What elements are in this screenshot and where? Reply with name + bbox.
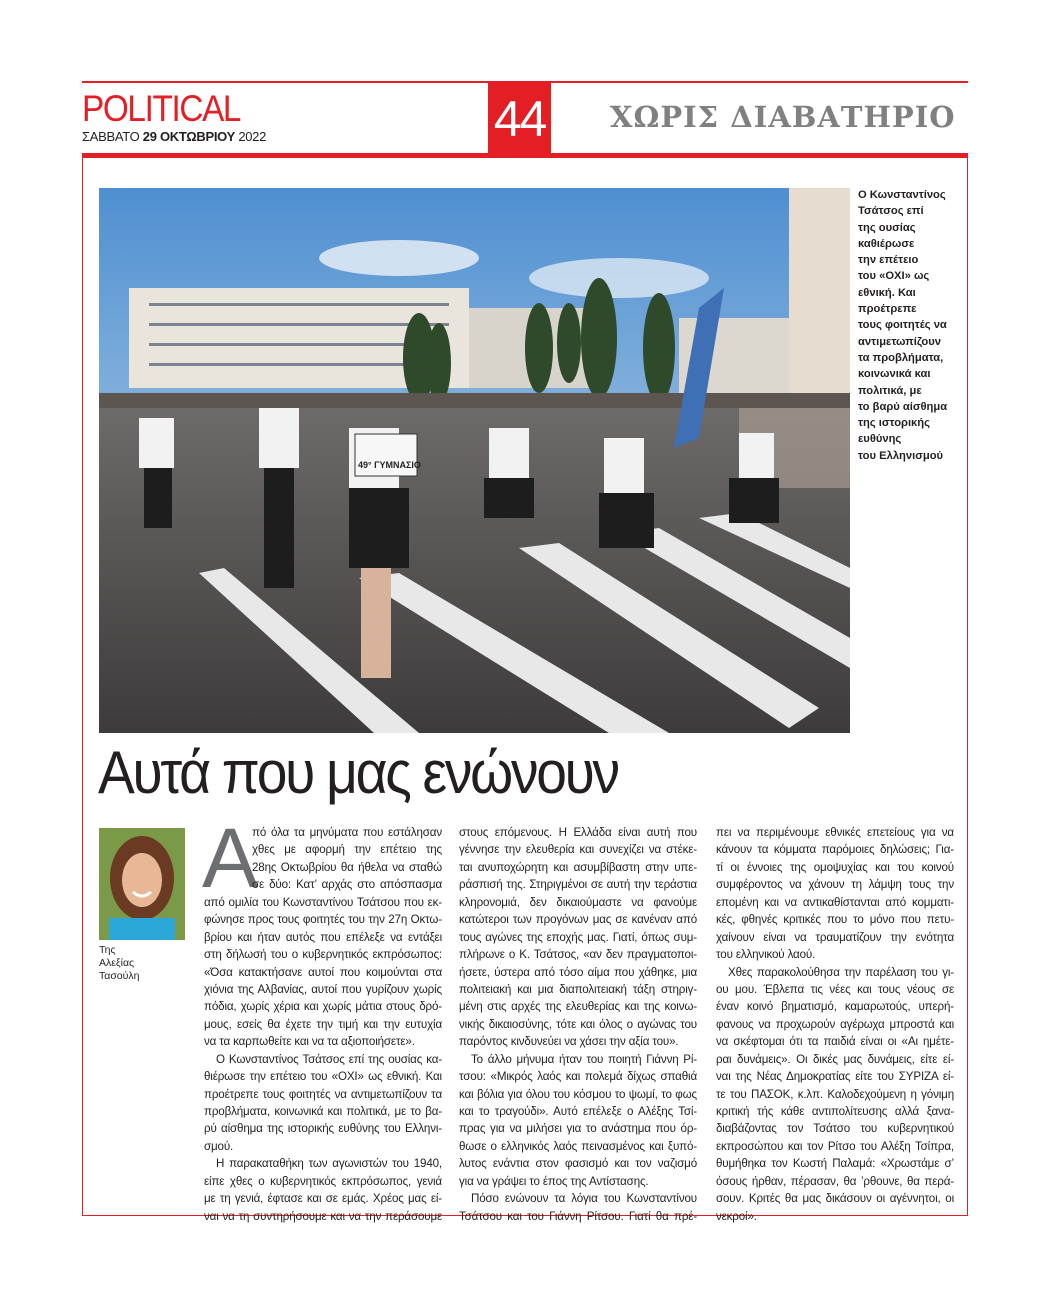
text-line: του ελληνικού λαού. <box>716 948 816 962</box>
text-line: βρίου και ήταν αυτός που επέλεξε να εντάξει <box>204 930 442 944</box>
text-line: έναν κοινό βηματισμό, καμαρωτούς, υπερή- <box>716 1000 954 1014</box>
article-paragraph <box>204 824 442 1051</box>
rubric-title: ΧΩΡΙΣ ΔΙΑΒΑΤΗΡΙΟ <box>610 100 956 134</box>
parade-photo <box>99 188 850 733</box>
text-line: γέννησε την ελευθερία και συνεχίζει να στέκε- <box>459 843 697 857</box>
headline: Αυτά που μας ενώνουν <box>98 739 618 806</box>
text-line: διαβάζοντας τον Τσάτσο του κυβερνητικού <box>716 1122 954 1136</box>
text-line: στους επόμενους. Η Ελλάδα είναι αυτή που <box>459 826 697 839</box>
text-line: είπε χθες ο κυβερνητικός εκπρόσωπος, γενιά <box>204 1174 442 1188</box>
text-line: ου μου. Έβλεπα τις νέες και τους νέους σε <box>716 982 954 996</box>
text-line: τους αγώνες της εποχής μας. Γιατί, όπως συμ- <box>459 930 697 944</box>
caption-line: την επέτειο <box>858 254 919 267</box>
text-line: 28ης Οκτωβρίου θα ήθελα να σταθώ <box>252 860 442 874</box>
author-photo <box>99 828 185 940</box>
caption-line: Τσάτσος επί <box>858 205 924 218</box>
text-line: παρόντος κινδυνεύει να χάσει την αξία του». <box>459 1035 679 1049</box>
article-paragraph <box>459 1051 697 1191</box>
school-sign-text: 49° ΓΥΜΝΑΣΙΟ <box>358 460 421 470</box>
text-line: πολιτειακή και μια διαπολιτειακή τάξη στηριγ- <box>459 982 697 996</box>
text-line: προέτρεπε τους φοιτητές να αντιμετωπίζουν τα <box>204 1087 442 1101</box>
author-name-line: Αλεξίας <box>99 957 135 969</box>
text-line: Το άλλο μήνυμα ήταν του ποιητή Γιάννη Ρί- <box>471 1052 697 1066</box>
text-line: Χθες παρακολούθησα την παρέλαση του γι- <box>728 965 954 979</box>
caption-line: Ο Κωνσταντίνος <box>858 189 946 201</box>
text-line: σε δύο: Κατ’ αρχάς στο απόσπασμα <box>252 878 442 892</box>
caption-line: του «ΟΧΙ» ως <box>858 270 930 283</box>
text-line: κληρονομιά, δεν δικαιούμαστε να φανούμε <box>459 895 697 909</box>
text-line: φανους να προχωρούν αγέρωχα μπροστά και <box>716 1017 954 1031</box>
article-column-3 <box>716 824 954 1225</box>
text-line: χθες με αφορμή την επέτειο της <box>252 843 442 857</box>
text-line: Τσάτσου και του Γιάννη Ρίτσου. Γιατί θα πρέ- <box>459 1209 697 1223</box>
text-line: ράσπισή της. Στηριγμένοι σε αυτή την τεράστια <box>459 878 697 892</box>
text-line: πλήρωνε ο Κ. Τσάτσος, «αν δεν πραγματοποι- <box>459 948 697 962</box>
article-paragraph <box>459 824 697 1051</box>
text-line: κριτική τής κάθε αντιπολίτευσης αλλά ξανα- <box>716 1105 954 1118</box>
text-line: ται ανυποχώρητη και ασυμβίβαστη στην υπε- <box>459 860 697 874</box>
text-line: μους, εσείς θα έχετε την τιμή και την ευτυχία <box>204 1017 442 1031</box>
text-line: για να γράψει το έπος της Αντίστασης. <box>459 1174 649 1188</box>
text-line: θυμήθηκα τον Κωστή Παλαμά: «Χρωστάμε σ’ <box>716 1157 954 1171</box>
text-line: φώνησε προς τους φοιτητές του την 27η Οκτω- <box>204 913 442 927</box>
caption-line: ευθύνης <box>858 433 902 446</box>
author-name-line: Της <box>99 944 116 956</box>
date-main: 29 ΟΚΤΩΒΡΙΟΥ <box>142 129 235 144</box>
caption-line: του Ελληνισμού <box>858 449 944 462</box>
text-line: «Όσα κατακτήσανε αυτοί που κοιμούνται στα <box>204 965 442 979</box>
article-column-2 <box>459 824 697 1225</box>
text-line: θιέρωσε την επέτειο του «ΟΧΙ» ως εθνική. Και <box>204 1070 442 1084</box>
text-line: στη δήλωσή του ο κυβερνητικός εκπρόσωπος: <box>204 948 442 962</box>
text-line: νικής δικαιοσύνης, τότε και όλος ο αγώνας του <box>459 1017 697 1031</box>
text-line: με τη γενιά, έφτασε και σε εμάς. Χρέος μας εί- <box>204 1192 442 1206</box>
text-line: χιόνια της Αλβανίας, αυτοί που γυρίζουν χωρίς <box>204 982 442 996</box>
text-line: θωσε ο ελληνικός λαός πεινασμένος και ξυπό- <box>459 1139 697 1153</box>
text-line: πό όλα τα μηνύματα που εστάλησαν <box>252 826 442 839</box>
text-line: μένη στις αρχές της ελευθερίας και της κοινω- <box>459 1000 697 1014</box>
article-paragraph <box>716 824 954 964</box>
text-line: σουν. Κριτές θα μας δικάσουν οι αγέννητοι, οι <box>716 1192 954 1206</box>
section-title: POLITICAL <box>82 88 241 129</box>
caption-line: προέτρεπε <box>858 303 917 316</box>
text-line: Πόσο ενώνουν τα λόγια του Κωνσταντίνου <box>471 1192 697 1206</box>
text-line: ναι να τη συντηρήσουμε και να την περάσουμε <box>204 1209 442 1223</box>
date-day: ΣΑΒΒΑΤΟ <box>82 129 140 144</box>
article-paragraph <box>204 1051 442 1156</box>
text-line: ναι της Νέας Δημοκρατίας είτε του ΣΥΡΙΖΑ εί- <box>716 1070 954 1084</box>
page-number: 44 <box>488 82 551 156</box>
text-line: επομένη και να αντικαθίστανται από κομματι- <box>716 895 954 909</box>
text-line: κατώτεροι των προγόνων μας σε κανέναν από <box>459 913 697 927</box>
text-line: τε του ΠΑΣΟΚ, κ.λπ. Καλοδεχούμενη η γόνιμη <box>716 1087 954 1101</box>
text-line: ραι δυνάμεις». Οι δικές μας δυνάμεις, είτε εί- <box>716 1052 954 1066</box>
text-line: σμού. <box>204 1139 234 1153</box>
text-line: κάνουν τα κόμματα παρόμοιες δηλώσεις; Για- <box>716 843 954 857</box>
caption-line: το βαρύ αίσθημα <box>858 400 948 413</box>
text-line: να τα καρπωθείτε και να τα αξιοποιήσετε». <box>204 1035 415 1049</box>
article-column-1 <box>204 824 442 1225</box>
photo-caption <box>858 187 958 464</box>
text-line: και το τραγούδι». Αυτό επέλεξε ο Αλέξης Τσί- <box>459 1105 697 1118</box>
text-line: τσου: «Μικρός λαός και πολεμά δίχως σπαθιά <box>459 1070 697 1084</box>
caption-line: καθιέρωσε <box>858 237 915 250</box>
caption-line: της ιστορικής <box>858 417 930 430</box>
text-line: πει να περιμένουμε εθνικές επετείους για να <box>716 826 954 839</box>
issue-date <box>82 129 266 144</box>
text-line: συμφέροντος να χάνουν τη λάμψη τους την <box>716 878 954 892</box>
drop-cap: Α <box>202 811 259 905</box>
text-line: χαίνουν είναι να τραυματίζουν την ενότητα <box>716 930 954 944</box>
article-paragraph <box>459 1190 697 1225</box>
text-line: Ο Κωνσταντίνος Τσάτσος επί της ουσίας κα- <box>216 1052 442 1066</box>
date-year: 2022 <box>238 129 267 144</box>
caption-line: κοινωνικά και <box>858 368 931 381</box>
caption-line: αντιμετωπίζουν <box>858 335 941 348</box>
text-line: κές, φθηνές κριτικές που το μόνο που πετυ- <box>716 913 954 927</box>
article-paragraph <box>204 1155 442 1225</box>
text-line: ρύ αίσθημα της ιστορικής ευθύνης του Ελληνι- <box>204 1122 442 1136</box>
text-line: προβλήματα, κοινωνικά και πολιτικά, με το βα- <box>204 1105 442 1118</box>
text-line: όσους ήρθαν, πέρασαν, θα ’ρθουνε, θα περά- <box>716 1174 954 1188</box>
text-line: Η παρακαταθήκη των αγωνιστών του 1940, <box>216 1157 442 1171</box>
caption-line: τους φοιτητές να <box>858 319 947 332</box>
text-line: πρας για να μιλήσει για το ανάστημα που όρ- <box>459 1122 697 1136</box>
text-line: εκπροσώπου και τον Ρίτσο του Αλέξη Τσίπρα, <box>716 1139 954 1153</box>
caption-line: της ουσίας <box>858 221 916 234</box>
article-paragraph <box>716 964 954 1226</box>
text-line: ήσετε, ύστερα από τόσο αίμα που χάθηκε, μια <box>459 965 697 979</box>
caption-line: πολιτικά, με <box>858 384 922 397</box>
caption-line: εθνική. Και <box>858 286 916 299</box>
text-line: από ομιλία του Κωνσταντίνου Τσάτσου που εκ- <box>204 895 442 909</box>
text-line: νεκροί». <box>716 1209 757 1223</box>
text-line: τί οι έννοιες της ομοψυχίας και του κοινού <box>716 860 954 874</box>
text-line: και βόλια για όλου του κόσμου το ψωμί, το φως <box>459 1087 697 1101</box>
text-line: λυτος ενάντια στον φασισμό και τον ναζισμό <box>459 1157 697 1171</box>
author-name-line: Τασούλη <box>99 970 140 982</box>
text-line: να σκέφτομαι ότι τα παιδιά είναι οι «Αι ημέτε- <box>716 1035 954 1049</box>
text-line: πόδια, χωρίς χέρια και χωρίς μάτια στους δρό- <box>204 1000 442 1014</box>
author-byline <box>99 944 139 983</box>
caption-line: τα προβλήματα, <box>858 351 944 364</box>
